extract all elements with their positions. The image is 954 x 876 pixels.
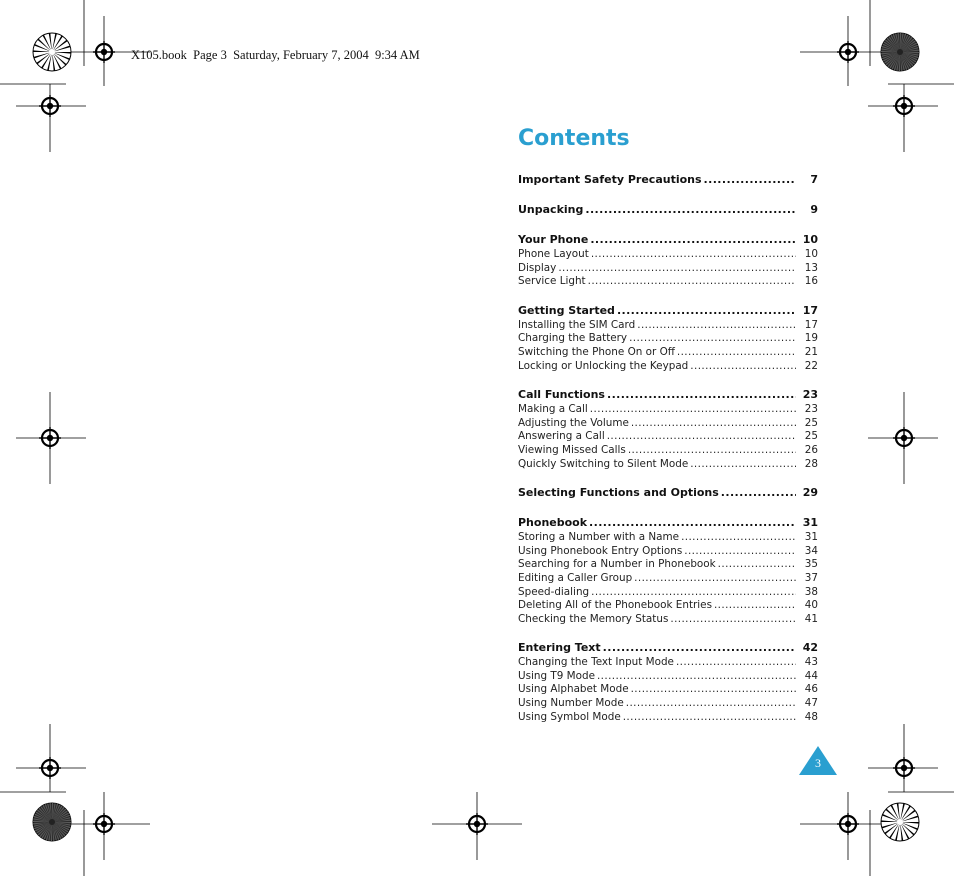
toc-section (518, 303, 818, 373)
dot-leader (718, 558, 796, 572)
toc-chapter-entry[interactable] (518, 640, 818, 656)
registration-target-icon (837, 813, 859, 835)
toc-page-number: 10 (802, 233, 818, 246)
toc-section (518, 640, 818, 724)
toc-page-number: 37 (804, 571, 818, 584)
toc-label: Unpacking (518, 203, 584, 216)
toc-page-number: 42 (802, 641, 818, 655)
dot-leader (607, 387, 796, 403)
dot-leader (623, 711, 796, 725)
toc-subentry[interactable] (518, 262, 818, 276)
toc-label: Locking or Unlocking the Keypad (518, 359, 689, 372)
registration-target-icon (893, 757, 915, 779)
starburst-icon (33, 33, 71, 71)
toc-subentry[interactable] (518, 275, 818, 289)
toc-subentry[interactable] (518, 531, 818, 545)
toc-subentry[interactable] (518, 572, 818, 586)
dot-leader (626, 697, 796, 711)
dot-leader (714, 599, 796, 613)
toc-section (518, 232, 818, 289)
toc-label: Installing the SIM Card (518, 318, 636, 331)
registration-target-icon (39, 95, 61, 117)
toc-label: Making a Call (518, 403, 588, 416)
toc-subentry[interactable] (518, 430, 818, 444)
toc-label: Using Number Mode (518, 697, 624, 710)
toc-page-number: 25 (804, 416, 818, 429)
starburst-icon (33, 803, 71, 841)
toc-page-number: 13 (804, 261, 818, 274)
dot-leader (590, 232, 796, 248)
toc-page-number: 31 (802, 516, 818, 530)
toc-label: Answering a Call (518, 430, 605, 443)
toc-section (518, 387, 818, 471)
dot-leader (684, 545, 796, 559)
registration-target-icon (893, 427, 915, 449)
dot-leader (690, 360, 796, 374)
toc-section (518, 485, 818, 501)
toc-page-number: 7 (810, 173, 818, 186)
dot-leader (631, 417, 796, 431)
toc-page-number: 23 (804, 403, 818, 416)
toc-label: Entering Text (518, 641, 601, 655)
dot-leader (676, 656, 796, 670)
toc-page-number: 41 (804, 612, 818, 625)
toc-label: Deleting All of the Phonebook Entries (518, 599, 712, 612)
toc-page-number: 47 (804, 697, 818, 710)
toc-subentry[interactable] (518, 360, 818, 374)
toc-subentry[interactable] (518, 697, 818, 711)
toc-label: Quickly Switching to Silent Mode (518, 457, 689, 470)
toc-label: Using Alphabet Mode (518, 683, 629, 696)
dot-leader (558, 262, 796, 276)
toc-subentry[interactable] (518, 613, 818, 627)
registration-target-icon (39, 427, 61, 449)
toc-page-number: 16 (804, 275, 818, 288)
toc-section (518, 172, 818, 188)
dot-leader (607, 430, 796, 444)
dot-leader (603, 640, 796, 656)
toc-label: Adjusting the Volume (518, 416, 629, 429)
toc-label: Important Safety Precautions (518, 173, 702, 186)
toc-subentry[interactable] (518, 458, 818, 472)
toc-section (518, 202, 818, 218)
toc-subentry[interactable] (518, 332, 818, 346)
dot-leader (591, 248, 796, 262)
toc-page-number: 23 (802, 388, 818, 402)
dot-leader (681, 531, 796, 545)
dot-leader (677, 346, 796, 360)
dot-leader (637, 319, 796, 333)
dot-leader (597, 670, 796, 684)
toc-page-number: 34 (804, 544, 818, 557)
dot-leader (590, 403, 796, 417)
page-number: 3 (815, 756, 821, 770)
toc-page-number: 21 (804, 345, 818, 358)
toc-page-number: 22 (804, 359, 818, 372)
toc-label: Display (518, 261, 557, 274)
toc-page-number: 26 (804, 443, 818, 456)
page-number-badge (798, 744, 840, 778)
toc-label: Checking the Memory Status (518, 612, 669, 625)
registration-target-icon (837, 41, 859, 63)
registration-target-icon (93, 41, 115, 63)
toc-chapter-entry[interactable] (518, 387, 818, 403)
toc-page-number: 35 (804, 558, 818, 571)
toc-label: Switching the Phone On or Off (518, 345, 675, 358)
toc-chapter-entry[interactable] (518, 202, 818, 218)
starburst-icon (881, 803, 919, 841)
registration-target-icon (39, 757, 61, 779)
toc-page-number: 43 (804, 656, 818, 669)
starburst-icon (881, 33, 919, 71)
toc-label: Searching for a Number in Phonebook (518, 558, 716, 571)
toc-label: Editing a Caller Group (518, 571, 633, 584)
toc-page-number: 25 (804, 430, 818, 443)
toc-label: Getting Started (518, 303, 615, 317)
toc-page-number: 48 (804, 710, 818, 723)
toc-label: Charging the Battery (518, 332, 628, 345)
toc-label: Using T9 Mode (518, 669, 595, 682)
toc-chapter-entry[interactable] (518, 303, 818, 319)
dot-leader (588, 275, 796, 289)
dot-leader (704, 172, 796, 188)
toc-subentry[interactable] (518, 248, 818, 262)
toc-subentry[interactable] (518, 656, 818, 670)
toc-label: Using Symbol Mode (518, 710, 621, 723)
toc-subentry[interactable] (518, 586, 818, 600)
dot-leader (589, 515, 796, 531)
registration-target-icon (893, 95, 915, 117)
page-title: Contents (518, 126, 630, 151)
toc-page-number: 29 (802, 486, 818, 500)
dot-leader (670, 613, 796, 627)
toc-subentry[interactable] (518, 599, 818, 613)
toc-label: Service Light (518, 275, 586, 288)
toc-page-number: 44 (804, 669, 818, 682)
dot-leader (690, 458, 796, 472)
toc-page-number: 38 (804, 585, 818, 598)
toc-page-number: 31 (804, 531, 818, 544)
toc-label: Using Phonebook Entry Options (518, 544, 683, 557)
toc-page-number: 28 (804, 457, 818, 470)
toc-label: Storing a Number with a Name (518, 531, 680, 544)
toc-subentry[interactable] (518, 403, 818, 417)
dot-leader (585, 202, 796, 218)
dot-leader (591, 586, 796, 600)
toc-subentry[interactable] (518, 319, 818, 333)
toc-label: Phone Layout (518, 248, 589, 260)
toc-label: Phonebook (518, 516, 588, 530)
dot-leader (631, 683, 796, 697)
dot-leader (634, 572, 796, 586)
toc-chapter-entry[interactable] (518, 515, 818, 531)
dot-leader (628, 444, 796, 458)
dot-leader (721, 485, 796, 501)
registration-target-icon (93, 813, 115, 835)
registration-target-icon (466, 813, 488, 835)
toc-label: Your Phone (518, 233, 589, 246)
toc-label: Changing the Text Input Mode (518, 656, 674, 669)
toc-label: Viewing Missed Calls (518, 443, 626, 456)
toc-subentry[interactable] (518, 558, 818, 572)
toc-subentry[interactable] (518, 670, 818, 684)
toc-subentry[interactable] (518, 346, 818, 360)
toc-subentry[interactable] (518, 683, 818, 697)
toc-subentry[interactable] (518, 417, 818, 431)
toc-label: Speed-dialing (518, 585, 590, 598)
toc-page-number: 17 (802, 303, 818, 317)
toc-page-number: 40 (804, 599, 818, 612)
toc-page-number: 46 (804, 683, 818, 696)
toc-subentry[interactable] (518, 711, 818, 725)
toc-page-number: 19 (804, 332, 818, 345)
toc-chapter-entry[interactable] (518, 172, 818, 188)
toc-label: Selecting Functions and Options (518, 486, 719, 500)
dot-leader (617, 303, 796, 319)
table-of-contents (518, 172, 818, 738)
toc-chapter-entry[interactable] (518, 232, 818, 248)
toc-subentry[interactable] (518, 545, 818, 559)
toc-page-number: 10 (804, 248, 818, 260)
toc-page-number: 17 (804, 318, 818, 331)
toc-section (518, 515, 818, 626)
toc-subentry[interactable] (518, 444, 818, 458)
toc-chapter-entry[interactable] (518, 485, 818, 501)
toc-label: Call Functions (518, 388, 605, 402)
dot-leader (629, 332, 796, 346)
toc-page-number: 9 (810, 203, 818, 216)
file-header: X105.book Page 3 Saturday, February 7, 2004 9:34 AM (131, 48, 420, 62)
